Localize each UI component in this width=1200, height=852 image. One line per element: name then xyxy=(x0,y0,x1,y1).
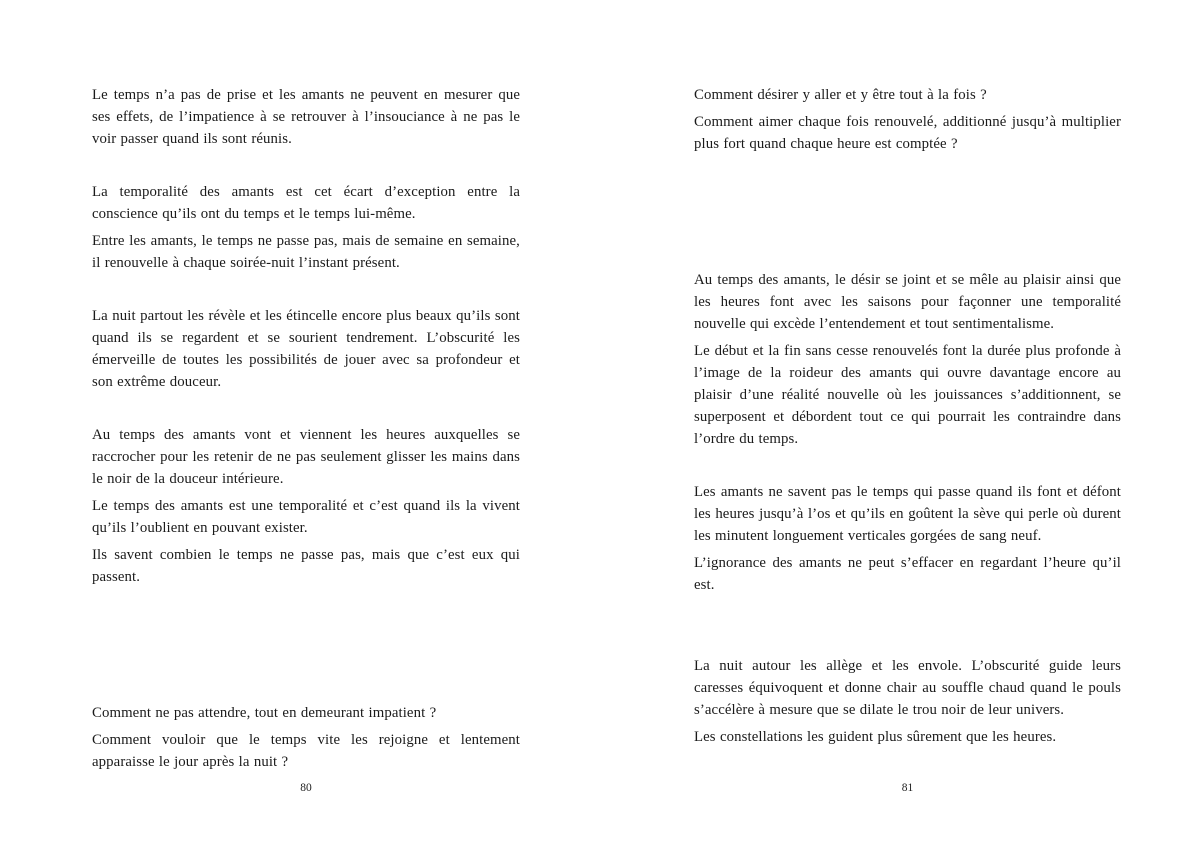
page-81-text-block xyxy=(694,84,1121,748)
paragraph: La nuit partout les révèle et les étincelle encore plus beaux qu’ils sont quand ils se regardent et se sourient tendrement. L’obscurité les émerveille de toutes les possibilités de jouer avec sa profondeur et son extrême douceur. xyxy=(92,308,520,390)
paragraph: Ils savent combien le temps ne passe pas, mais que c’est eux qui passent. xyxy=(92,547,520,585)
paragraph: La nuit autour les allège et les envole. L’obscurité guide leurs caresses équivoquent et donne chair au souffle chaud quand le pouls s’accélère à mesure que se dilate le trou noir de leur univers. xyxy=(694,658,1121,718)
paragraph: Les constellations les guident plus sûrement que les heures. xyxy=(694,729,1057,745)
paragraph: Au temps des amants, le désir se joint et se mêle au plaisir ainsi que les heures font avec les saisons pour façonner une temporalité nouvelle qui excède l’entendement et tout sentimentalisme. xyxy=(694,272,1121,332)
page-81 xyxy=(600,0,1200,852)
paragraph: Le début et la fin sans cesse renouvelés font la durée plus profonde à l’image de la roideur des amants qui ouvre davantage encore au plaisir d’une réalité nouvelle où les jouissances s’additionnent, se superposent et débordent tout ce qui pourrait les contraindre dans l’ordre du temps. xyxy=(694,343,1121,447)
paragraph: Comment ne pas attendre, tout en demeurant impatient ? xyxy=(92,705,437,721)
paragraph: L’ignorance des amants ne peut s’effacer en regardant l’heure qu’il est. xyxy=(694,555,1121,593)
paragraph: Comment vouloir que le temps vite les rejoigne et lentement apparaisse le jour après la nuit ? xyxy=(92,732,520,770)
page-number: 80 xyxy=(300,782,312,794)
paragraph: Comment aimer chaque fois renouvelé, additionné jusqu’à multiplier plus fort quand chaque heure est comptée ? xyxy=(694,114,1121,152)
paragraph: La temporalité des amants est cet écart d’exception entre la conscience qu’ils ont du temps et le temps lui-même. xyxy=(92,184,520,222)
page-80-text-block xyxy=(92,84,520,773)
paragraph: Au temps des amants vont et viennent les heures auxquelles se raccrocher pour les retenir de ne pas seulement glisser les mains dans le noir de la douceur intérieure. xyxy=(92,427,520,487)
paragraph: Entre les amants, le temps ne passe pas, mais de semaine en semaine, il renouvelle à chaque soirée-nuit l’instant présent. xyxy=(92,233,520,271)
paragraph: Le temps n’a pas de prise et les amants ne peuvent en mesurer que ses effets, de l’impatience à se retrouver à l’insouciance à ne pas le voir passer quand ils sont réunis. xyxy=(92,87,520,147)
paragraph: Les amants ne savent pas le temps qui passe quand ils font et défont les heures jusqu’à l’os et qu’ils en goûtent la sève qui perle où durent les minutent longuement verticales gorgées de sang neuf. xyxy=(694,484,1121,544)
paragraph: Comment désirer y aller et y être tout à la fois ? xyxy=(694,87,987,103)
page-number: 81 xyxy=(901,782,914,794)
paragraph: Le temps des amants est une temporalité et c’est quand ils la vivent qu’ils l’oublient en pouvant exister. xyxy=(92,498,520,536)
